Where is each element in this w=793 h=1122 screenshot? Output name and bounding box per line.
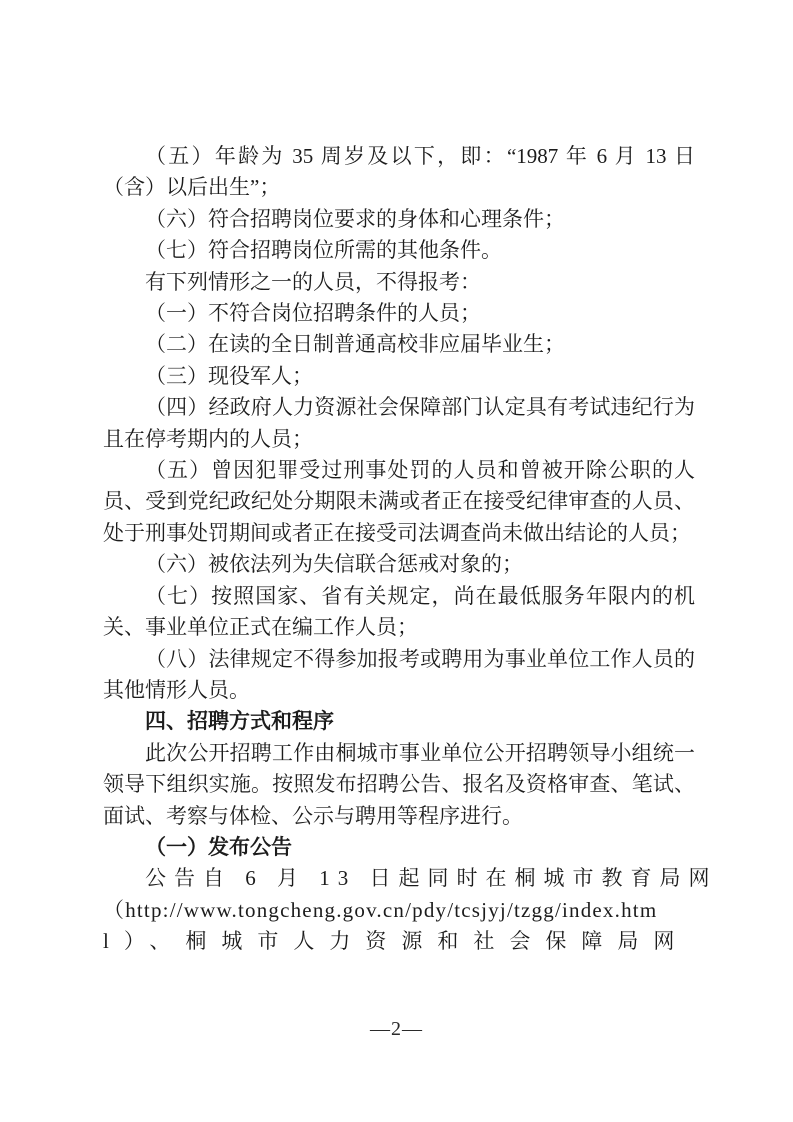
paragraph: （六）符合招聘岗位要求的身体和心理条件； xyxy=(145,206,565,231)
paragraph: 公告自 6 月 13 日起同时在桐城市教育局网 xyxy=(145,866,718,891)
paragraph: （三）现役军人； xyxy=(145,363,313,388)
paragraph: 四、招聘方式和程序 xyxy=(145,710,334,734)
paragraph: 有下列情形之一的人员，不得报考： xyxy=(145,269,481,294)
paragraph: （http://www.tongcheng.gov.cn/pdy/tcsjyj/tzgg/index.htm xyxy=(103,897,658,922)
paragraph: （五）曾因犯罪受过刑事处罚的人员和曾被开除公职的人员、受到党纪政纪处分期限未满或者正在接受纪律审查的人员、处于刑事处罚期间或者正在接受司法调查尚未做出结论的人员； xyxy=(103,458,695,545)
paragraph: （五）年龄为 35 周岁及以下，即：“1987 年 6 月 13 日（含）以后出生”； xyxy=(103,144,695,200)
paragraph: （七）按照国家、省有关规定，尚在最低服务年限内的机关、事业单位正式在编工作人员； xyxy=(103,583,695,640)
paragraph: （二）在读的全日制普通高校非应届毕业生； xyxy=(145,332,565,357)
paragraph: （七）符合招聘岗位所需的其他条件。 xyxy=(145,238,502,263)
paragraph: （一）发布公告 xyxy=(145,834,292,859)
paragraph: （八）法律规定不得参加报考或聘用为事业单位工作人员的其他情形人员。 xyxy=(103,646,695,702)
document-body xyxy=(103,141,718,958)
paragraph: （六）被依法列为失信联合惩戒对象的； xyxy=(145,552,523,577)
paragraph: l）、桐城市人力资源和社会保障局网 xyxy=(103,929,690,954)
paragraph: （四）经政府人力资源社会保障部门认定具有考试违纪行为且在停考期内的人员； xyxy=(103,395,695,451)
paragraph: （一）不符合岗位招聘条件的人员； xyxy=(145,301,481,326)
page-number: —2— xyxy=(370,1018,423,1040)
paragraph: 此次公开招聘工作由桐城市事业单位公开招聘领导小组统一领导下组织实施。按照发布招聘公告、报名及资格审查、笔试、面试、考察与体检、公示与聘用等程序进行。 xyxy=(103,740,695,828)
